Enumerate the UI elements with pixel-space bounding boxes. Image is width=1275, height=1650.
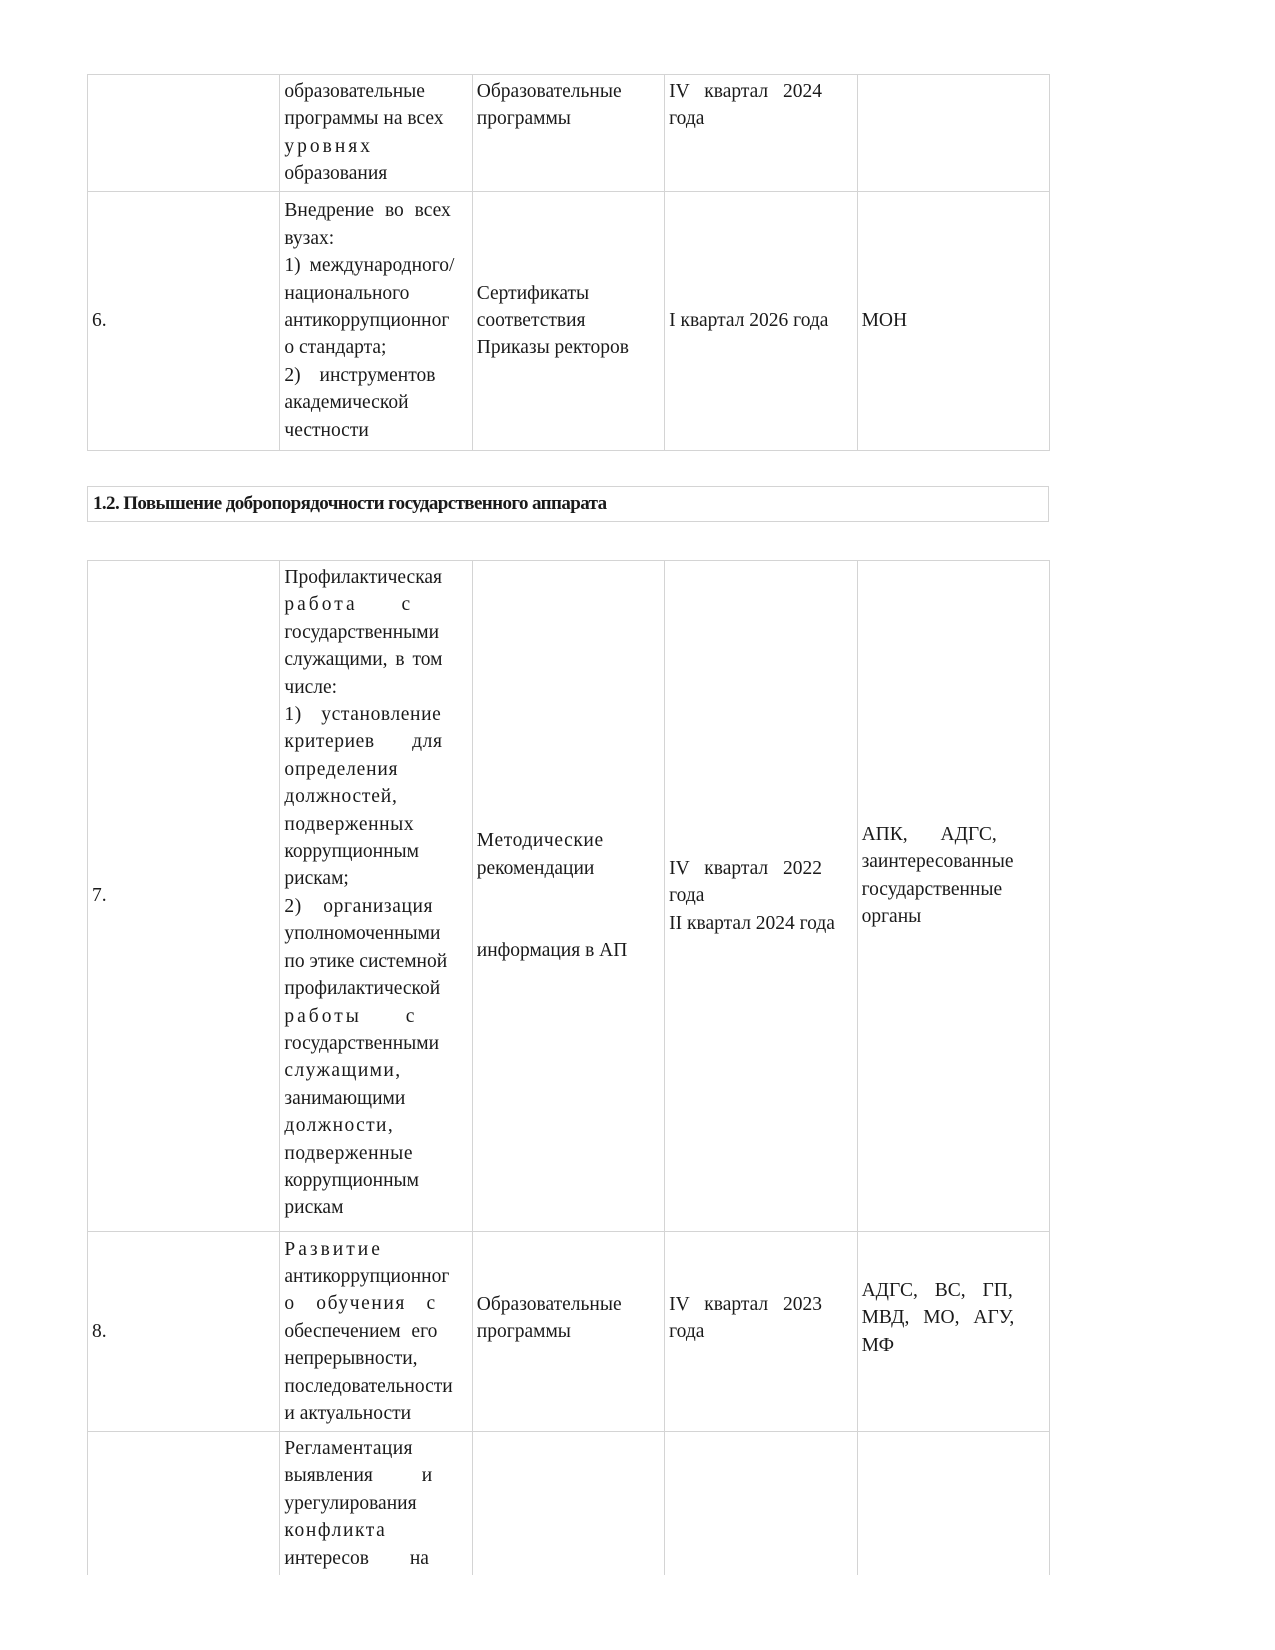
measure-line: служащими, в том: [284, 649, 443, 671]
measure-line: коррупционным: [284, 1169, 419, 1191]
deadline-line: II квартал 2024 года: [669, 912, 835, 934]
completion-form-cell: [472, 75, 664, 192]
table-row: [88, 561, 1050, 1232]
measure-line: критериев для: [284, 731, 443, 753]
measure-line: урегулирования: [284, 1492, 417, 1514]
completion-form-line: программы: [476, 108, 571, 130]
measure-line: коррупционным: [284, 841, 419, 863]
measure-line: государственными: [284, 1032, 440, 1054]
measure-line: уполномоченными: [284, 923, 441, 945]
responsible-line: МФ: [861, 1334, 895, 1356]
measure-line: образовательные: [284, 81, 425, 102]
completion-form-line: программы: [476, 1321, 571, 1342]
measure-line: образования: [284, 163, 388, 185]
measure-line: работа с: [284, 594, 414, 616]
completion-form-line: [477, 882, 660, 909]
measure-line: занимающими: [284, 1087, 406, 1109]
measure-line: честности: [284, 419, 369, 441]
deadline-line: года: [669, 1321, 705, 1342]
measure-line: профилактической: [284, 978, 441, 1000]
completion-form-line: [477, 910, 660, 937]
measures-table-section-1-2: [87, 560, 1050, 1575]
deadline-cell: [665, 561, 857, 1232]
measure-line: программы на всех: [284, 108, 444, 130]
measure-line: о стандарта;: [284, 337, 387, 359]
completion-form-line: Сертификаты: [476, 282, 590, 304]
measure-cell: [280, 561, 472, 1232]
table-row: [88, 1232, 1050, 1432]
responsible-cell: [857, 75, 1049, 192]
measure-line: непрерывности,: [284, 1348, 418, 1370]
measure-line: обеспечением его: [284, 1320, 438, 1342]
measure-line: рискам;: [284, 868, 349, 890]
measure-line: государственными: [284, 621, 440, 643]
measure-line: выявления и: [284, 1465, 433, 1487]
measure-line: о обучения с: [284, 1293, 437, 1315]
measure-line: 1) международного/: [284, 255, 455, 277]
measure-line: Развитие: [284, 1238, 383, 1260]
row-number-cell: [88, 1432, 280, 1576]
completion-form-line: рекомендации: [476, 857, 595, 879]
measures-table-continued: [87, 74, 1050, 451]
deadline-line: IV квартал 2024: [669, 81, 823, 102]
section-heading-box: [87, 486, 1049, 522]
table-row: [88, 75, 1050, 192]
responsible-line: заинтересованные: [861, 851, 1014, 873]
measure-line: вузах:: [284, 227, 335, 249]
completion-form-cell: [472, 1432, 664, 1576]
measure-line: антикоррупционног: [284, 1265, 450, 1287]
deadline-cell: [665, 1432, 857, 1576]
responsible-line: органы: [861, 905, 922, 927]
deadline-line: IV квартал 2023: [669, 1293, 823, 1315]
responsible-cell: [857, 561, 1049, 1232]
deadline-line: I квартал 2026 года: [669, 309, 829, 331]
completion-form-line: соответствия: [476, 309, 586, 331]
responsible-cell: [857, 1432, 1049, 1576]
completion-form-line: Приказы ректоров: [476, 337, 629, 359]
measure-line: числе:: [284, 676, 338, 698]
deadline-cell: [665, 191, 857, 450]
measure-line: должности,: [284, 1115, 395, 1137]
completion-form-cell: [472, 191, 664, 450]
completion-form-line: Образовательные: [476, 1293, 622, 1315]
responsible-line: АДГС, ВС, ГП,: [861, 1279, 1013, 1301]
section-title: 1.2. Повышение добропорядочности государственного аппарата: [93, 493, 607, 514]
completion-form-cell: [472, 561, 664, 1232]
responsible-line: государственные: [861, 878, 1003, 900]
responsible-cell: [857, 191, 1049, 450]
deadline-line: IV квартал 2022: [669, 857, 823, 879]
completion-form-line: Методические: [476, 830, 604, 852]
row-number-cell: [88, 75, 280, 192]
measure-line: и актуальности: [284, 1403, 412, 1425]
measure-line: подверженных: [284, 813, 415, 835]
measure-line: служащими,: [284, 1060, 402, 1082]
measure-line: Внедрение во всех: [284, 200, 451, 222]
measure-line: должностей,: [284, 786, 398, 808]
measure-line: Регламентация: [284, 1438, 413, 1459]
measure-line: национального: [284, 282, 410, 304]
measure-line: Профилактическая: [284, 567, 443, 588]
measure-line: по этике системной: [284, 950, 448, 972]
responsible-line: МВД, МО, АГУ,: [861, 1307, 1015, 1329]
measure-cell: [280, 1432, 472, 1576]
deadline-cell: [665, 75, 857, 192]
deadline-line: года: [669, 885, 705, 907]
completion-form-line: Образовательные: [476, 81, 622, 102]
measure-cell: [280, 1232, 472, 1432]
measure-cell: [280, 75, 472, 192]
completion-form-cell: [472, 1232, 664, 1432]
row-number-cell: 8.: [88, 1232, 280, 1432]
responsible-line: АПК, АДГС,: [861, 823, 997, 845]
measure-line: антикоррупционног: [284, 309, 450, 331]
row-number-cell: 7.: [88, 561, 280, 1232]
measure-line: интересов на: [284, 1547, 429, 1569]
deadline-line: года: [669, 108, 705, 130]
measure-line: 1) установление: [284, 704, 442, 726]
table-row: [88, 1432, 1050, 1576]
completion-form-line: информация в АП: [476, 940, 628, 962]
row-number-cell: 6.: [88, 191, 280, 450]
measure-cell: [280, 191, 472, 450]
measure-line: последовательности: [284, 1375, 453, 1397]
table-row: [88, 191, 1050, 450]
deadline-cell: [665, 1232, 857, 1432]
responsible-cell: [857, 1232, 1049, 1432]
responsible-line: МОН: [861, 309, 908, 331]
measure-line: академической: [284, 392, 409, 414]
measure-line: рискам: [284, 1197, 344, 1219]
measure-line: уровнях: [284, 135, 374, 157]
measure-line: конфликта: [284, 1520, 387, 1542]
measure-line: определения: [284, 758, 399, 780]
measure-line: 2) организация: [284, 895, 434, 917]
measure-line: работы с: [284, 1005, 418, 1027]
measure-line: 2) инструментов: [284, 364, 436, 386]
measure-line: подверженные: [284, 1142, 414, 1164]
